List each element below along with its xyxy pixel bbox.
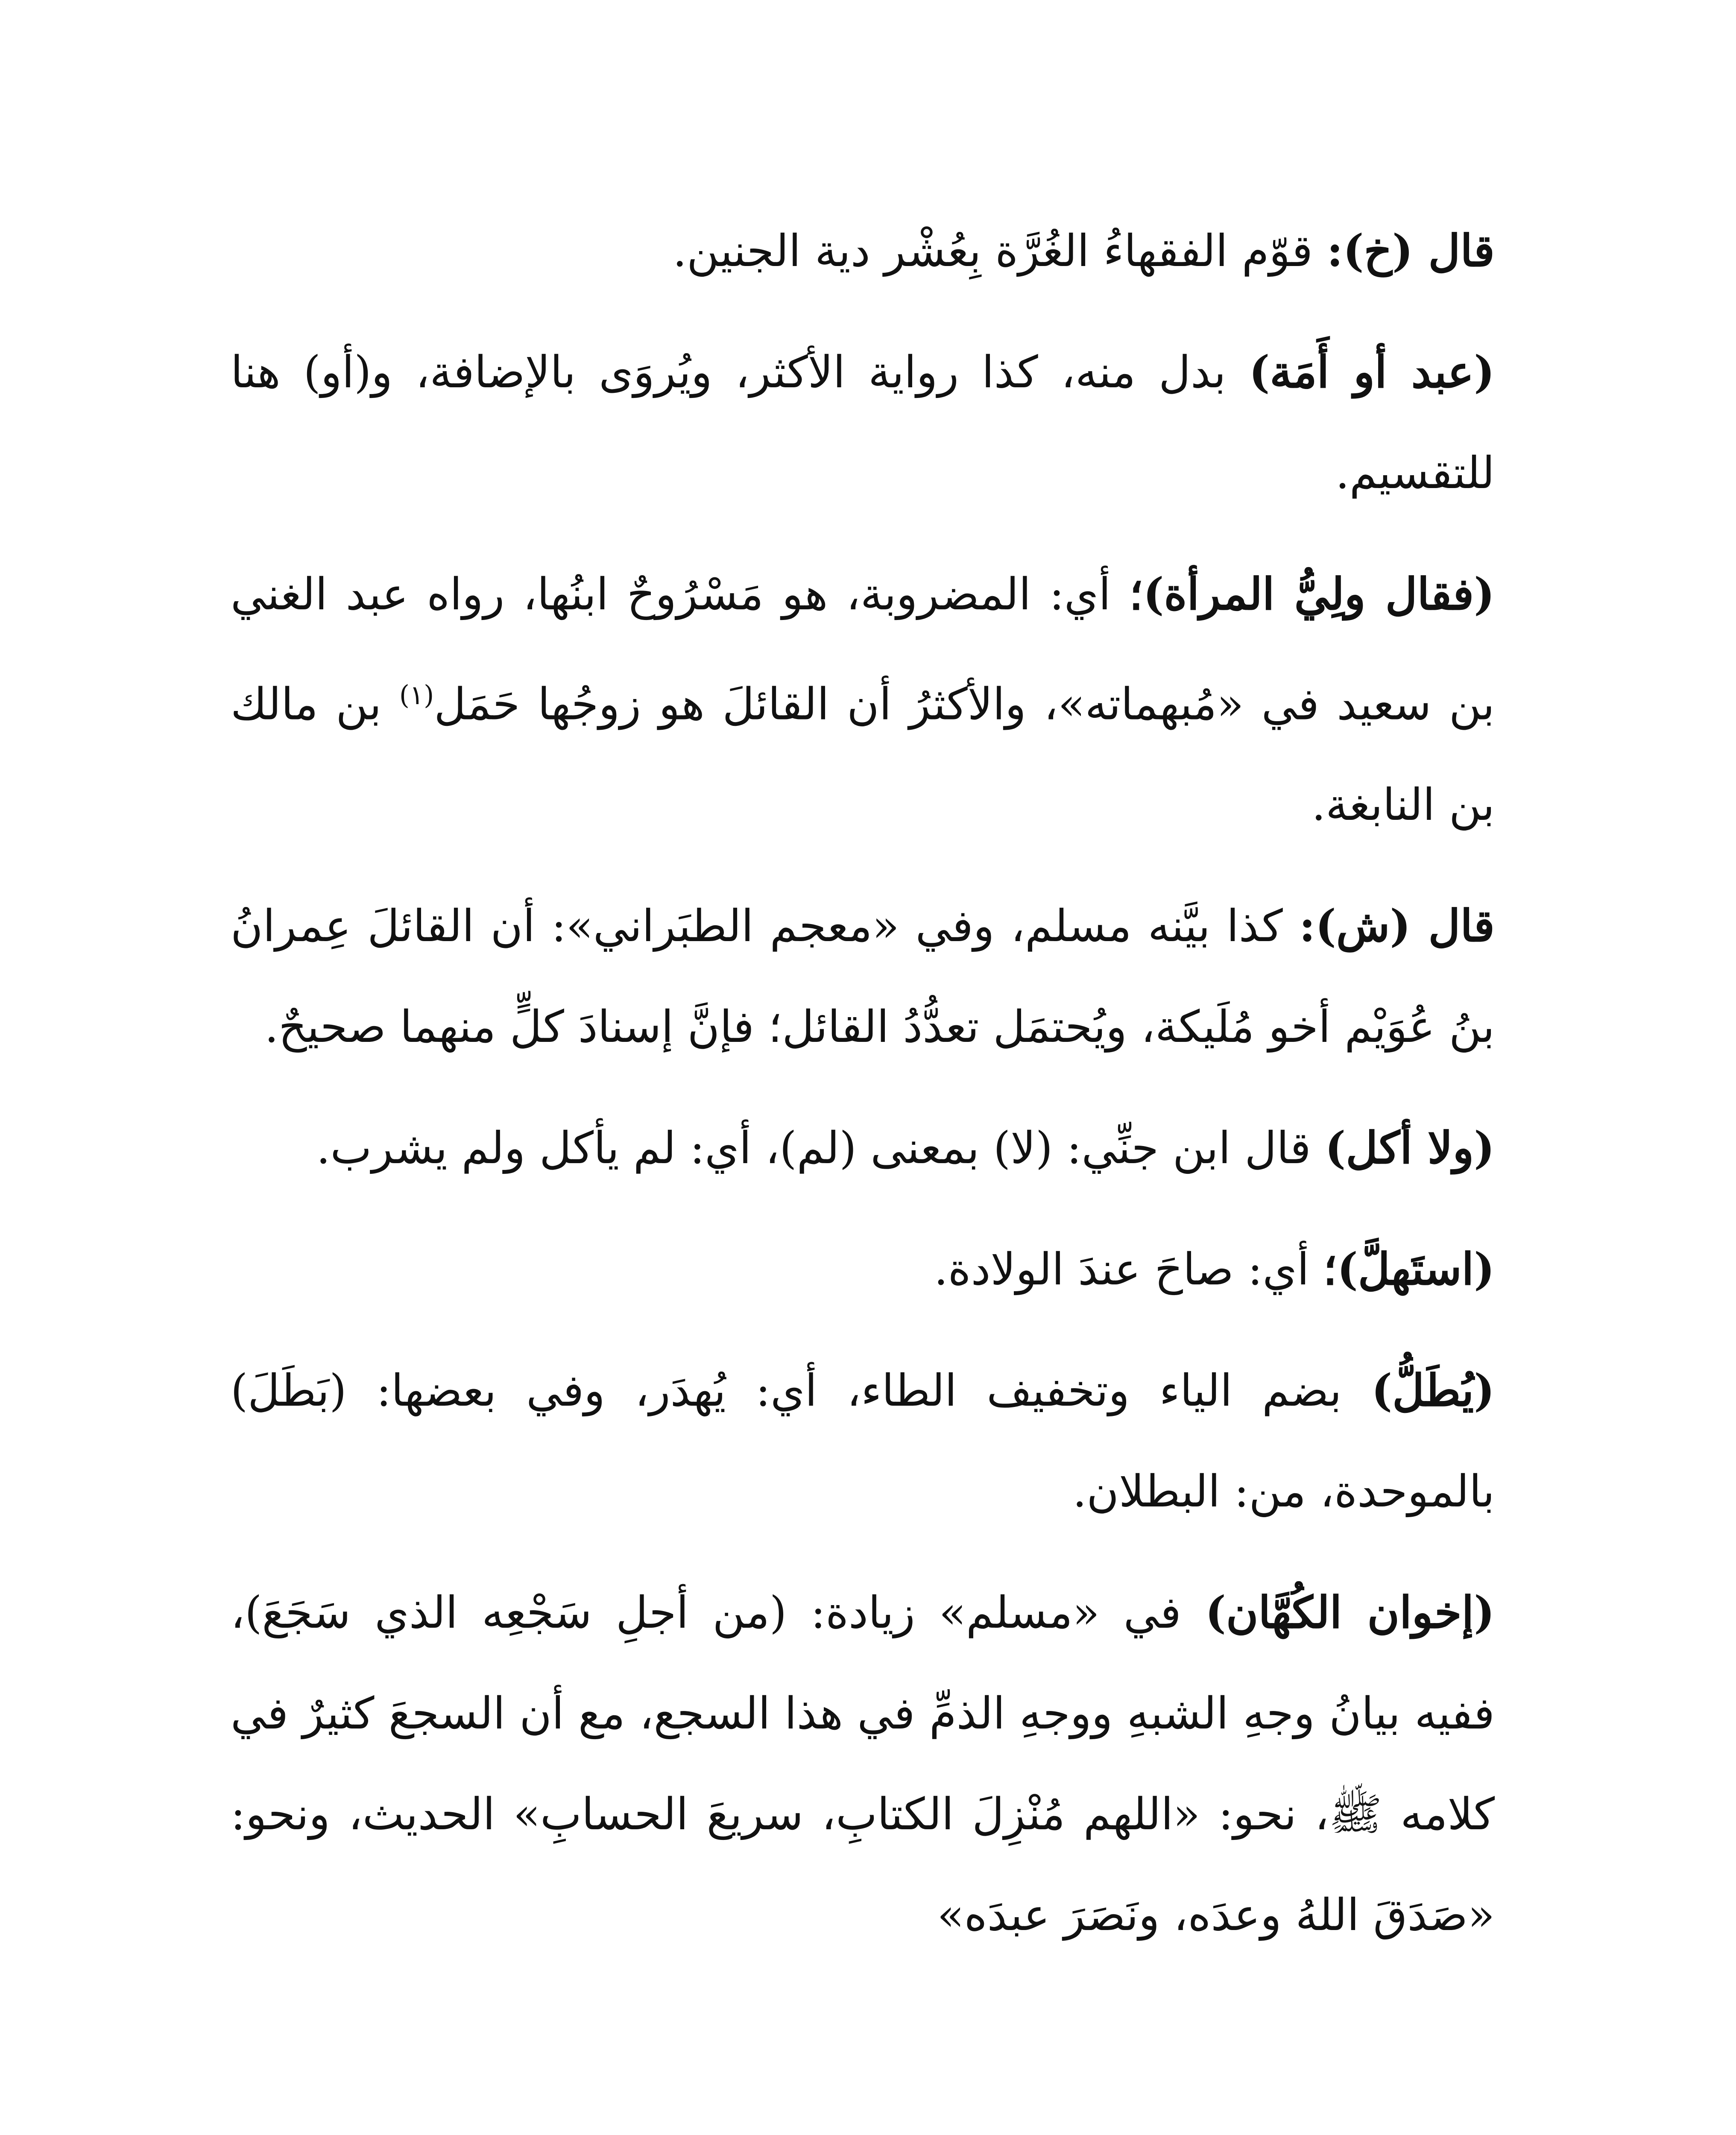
paragraph-lead: (ولا أكل) [1325, 1122, 1495, 1174]
paragraph-text: قوّم الفقهاءُ الغُرَّة بِعُشْر دية الجنين. [673, 225, 1327, 277]
paragraph-6 [231, 1219, 1495, 1320]
paragraph-tail: بن مالك بن النابغة. [231, 679, 1495, 831]
paragraph-text: أي: المضروبة، هو مَسْرُوحٌ ابنُها، رواه عبد الغني بن سعيد في «مُبهماته»، والأكثرُ أن القائلَ هو زوجُها حَمَل [231, 569, 1495, 730]
paragraph-lead: (يُطَلُّ) [1371, 1365, 1495, 1417]
paragraph-lead: (استَهلَّ)؛ [1323, 1243, 1495, 1296]
paragraph-lead: (عبد أو أَمَة) [1249, 346, 1495, 398]
paragraph-1 [231, 201, 1495, 301]
footnote-reference[interactable]: (١) [399, 680, 434, 711]
paragraph-text: قال ابن جنِّي: (لا) بمعنى (لم)، أي: لم يأكل ولم يشرب. [316, 1123, 1325, 1174]
paragraph-lead: (إخوان الكُهَّان) [1205, 1587, 1495, 1639]
paragraph-lead: قال (ش): [1299, 900, 1495, 952]
paragraph-lead: (فقال ولِيُّ المرأة)؛ [1129, 568, 1495, 620]
paragraph-8 [231, 1562, 1495, 1965]
paragraph-text: بدل منه، كذا رواية الأكثر، ويُروَى بالإضافة، و(أو) هنا للتقسيم. [231, 347, 1495, 499]
paragraph-4 [231, 876, 1495, 1077]
paragraph-3 [231, 544, 1495, 855]
paragraph-text: كذا بيَّنه مسلم، وفي «معجم الطبَراني»: أن القائلَ عِمرانُ بنُ عُوَيْم أخو مُلَيكة، ويُحتمَل تعدُّدُ القائل؛ فإنَّ إسنادَ كلٍّ منهما صحيحٌ. [231, 901, 1495, 1053]
paragraph-text: بضم الياء وتخفيف الطاء، أي: يُهدَر، وفي بعضها: (بَطَلَ) بالموحدة، من: البطلان. [231, 1365, 1495, 1518]
paragraph-text: أي: صاحَ عندَ الولادة. [934, 1244, 1323, 1296]
paragraph-7 [231, 1340, 1495, 1542]
paragraph-5 [231, 1098, 1495, 1199]
paragraph-lead: قال (خ): [1326, 225, 1495, 277]
main-text [231, 201, 1495, 1986]
paragraph-2 [231, 322, 1495, 524]
paragraph-text: في «مسلم» زيادة: (من أجلِ سَجْعِه الذي سَجَعَ)، ففيه بيانُ وجهِ الشبهِ ووجهِ الذمِّ في هذا السجع، مع أن السجعَ كثيرٌ في كلامه ﷺ، نحو: «اللهم مُنْزِلَ الكتابِ، سريعَ الحسابِ» الحديث، ونحو: «صَدَقَ اللهُ وعدَه، ونَصَرَ عبدَه» [231, 1587, 1495, 1941]
